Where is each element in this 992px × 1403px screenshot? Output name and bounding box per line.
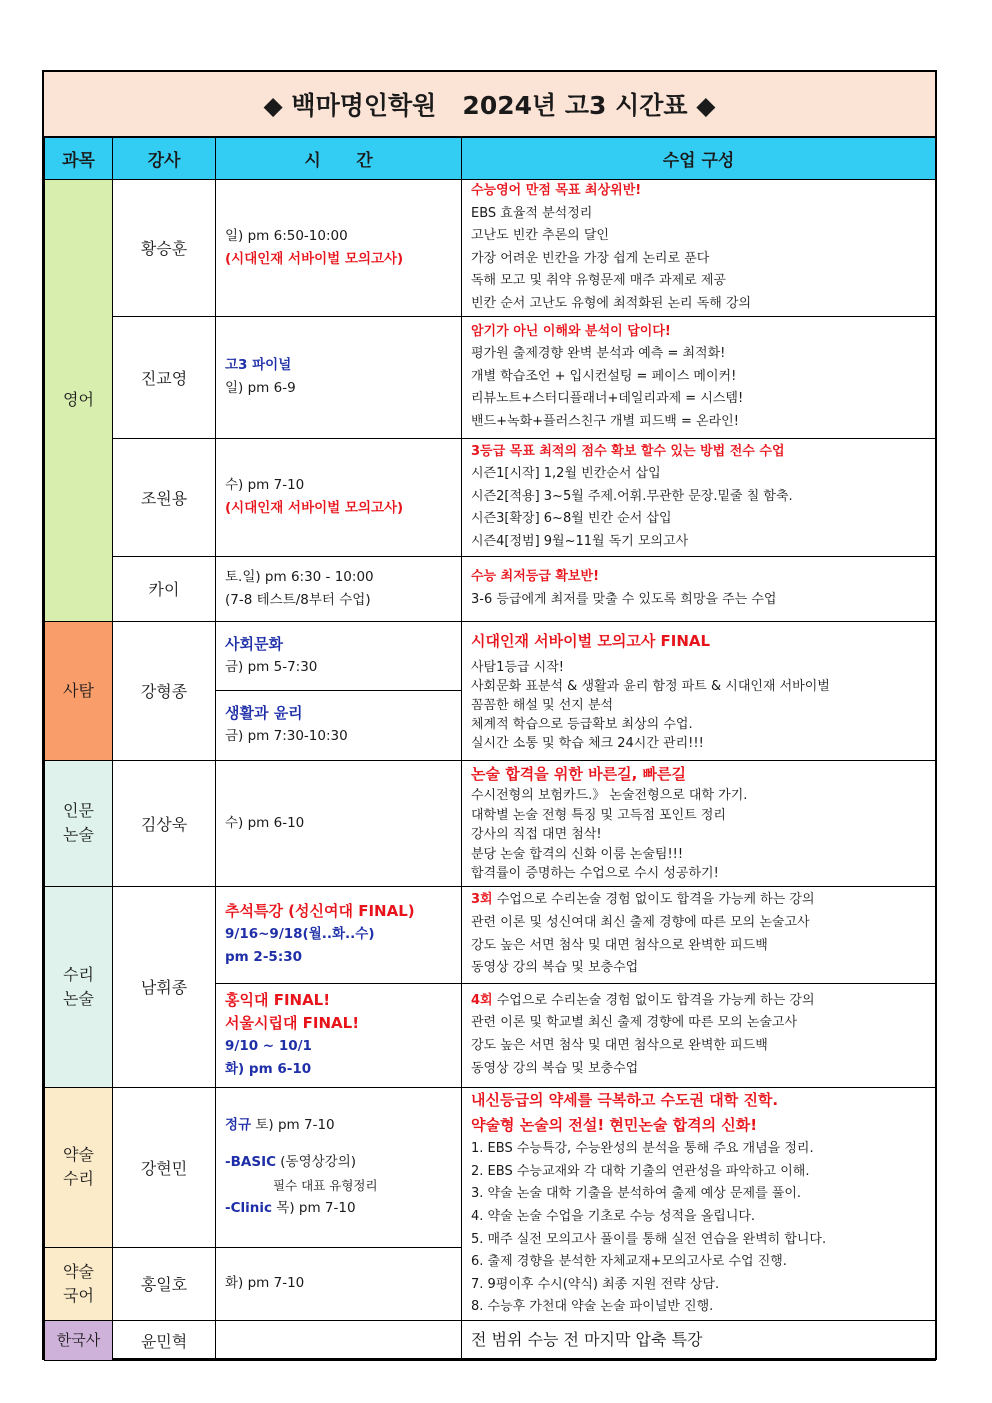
table-row	[45, 316, 936, 438]
class-time: 토.일) pm 6:30 - 10:00 (7-8 테스트/8부터 수업)	[216, 556, 462, 621]
table-row	[45, 180, 936, 317]
class-description: 3회 수업으로 수리논술 경험 없이도 합격을 가능케 하는 강의 관련 이론 및 성신여대 최신 출제 경향에 따른 모의 논술고사 강도 높은 서면 첨삭 및 대면 첨삭으로 완벽한 피드백 동영상 강의 복습 및 보충수업	[462, 886, 936, 983]
timetable-sheet	[42, 70, 937, 1360]
teacher-name: 남휘종	[113, 886, 216, 1087]
class-time: 고3 파이널 일) pm 6-9	[216, 316, 462, 438]
class-description: 수능영어 만점 목표 최상위반! EBS 효율적 분석정리 고난도 빈칸 추론의 달인 가장 어려운 빈칸을 가장 쉽게 논리로 푼다 독해 모고 및 취약 유형문제 매주 과제로 제공 빈칸 순서 고난도 유형에 최적화된 논리 독해 강의	[462, 180, 936, 317]
table-row	[45, 886, 936, 983]
class-description: 시대인재 서바이벌 모의고사 FINAL 사탐1등급 시작! 사회문화 표분석 & 생활과 윤리 함정 파트 & 시대인재 서바이벌 꼼꼼한 해설 및 선지 분석 체계적 학습으로 등급확보 최상의 수업. 실시간 소통 및 학습 체크 24시간 관리!!!	[462, 621, 936, 760]
header-content: 수업 구성	[462, 138, 936, 180]
teacher-name: 카이	[113, 556, 216, 621]
table-row	[45, 1087, 936, 1247]
subject-social: 사탐	[45, 621, 113, 760]
teacher-name: 황승훈	[113, 180, 216, 317]
subject-math-essay: 수리 논술	[45, 886, 113, 1087]
class-time: 홍익대 FINAL! 서울시립대 FINAL! 9/10 ~ 10/1 화) pm 6-10	[216, 983, 462, 1087]
subject-yaksul-math: 약술 수리	[45, 1087, 113, 1247]
page-title: ◆ 백마명인학원 2024년 고3 시간표 ◆	[44, 72, 935, 137]
table-row	[45, 760, 936, 886]
teacher-name: 윤민혁	[113, 1320, 216, 1360]
subject-english: 영어	[45, 180, 113, 622]
table-row	[45, 438, 936, 556]
subject-yaksul-korean: 약술 국어	[45, 1247, 113, 1320]
subject-korean-history: 한국사	[45, 1320, 113, 1360]
teacher-name: 홍일호	[113, 1247, 216, 1320]
class-time: 생활과 윤리 금) pm 7:30-10:30	[216, 690, 462, 760]
class-time: 수) pm 7-10 (시대인재 서바이벌 모의고사)	[216, 438, 462, 556]
class-time: 정규 토) pm 7-10 -BASIC (동영상강의) 필수 대표 유형정리 -Clinic 목) pm 7-10	[216, 1087, 462, 1247]
header-subject: 과목	[45, 138, 113, 180]
class-time: 일) pm 6:50-10:00 (시대인재 서바이벌 모의고사)	[216, 180, 462, 317]
class-description: 논술 합격을 위한 바른길, 빠른길 수시전형의 보험카드.》 논술전형으로 대학 가기. 대학별 논술 전형 특징 및 고득점 포인트 정리 강사의 직접 대면 첨삭! 분당 논술 합격의 신화 이룸 논술팀!!! 합격률이 증명하는 수업으로 수시 성공하기!	[462, 760, 936, 886]
teacher-name: 강형종	[113, 621, 216, 760]
table-row	[45, 1320, 936, 1360]
teacher-name: 조원용	[113, 438, 216, 556]
class-description: 수능 최저등급 확보반! 3-6 등급에게 최저를 맞출 수 있도록 희망을 주는 수업	[462, 556, 936, 621]
teacher-name: 진교영	[113, 316, 216, 438]
subject-humanities-essay: 인문 논술	[45, 760, 113, 886]
table-row	[45, 621, 936, 690]
class-time: 화) pm 7-10	[216, 1247, 462, 1320]
class-time: 수) pm 6-10	[216, 760, 462, 886]
class-description: 3등급 목표 최적의 점수 확보 할수 있는 방법 전수 수업 시즌1[시작] 1,2월 빈칸순서 삽입 시즌2[적용] 3~5월 주제.어휘.무관한 문장.밑줄 칠 함축. 시즌3[확장] 6~8월 빈칸 순서 삽입 시즌4[정범] 9월~11월 독기 모의고사	[462, 438, 936, 556]
timetable	[44, 137, 936, 1361]
teacher-name: 김상욱	[113, 760, 216, 886]
class-time: 사회문화 금) pm 5-7:30	[216, 621, 462, 690]
header-time: 시 간	[216, 138, 462, 180]
header-teacher: 강사	[113, 138, 216, 180]
class-description: 4회 수업으로 수리논술 경험 없이도 합격을 가능케 하는 강의 관련 이론 및 학교별 최신 출제 경향에 따른 모의 논술고사 강도 높은 서면 첨삭 및 대면 첨삭으로 완벽한 피드백 동영상 강의 복습 및 보충수업	[462, 983, 936, 1087]
header-row	[45, 138, 936, 180]
class-description: 내신등급의 약세를 극복하고 수도권 대학 진학. 약술형 논술의 전설! 현민논술 합격의 신화! 1. EBS 수능특강, 수능완성의 분석을 통해 주요 개념을 정리. 2. EBS 수능교재와 각 대학 기출의 연관성을 파악하고 이해. 3. 약술 논술 대학 기출을 분석하여 출제 예상 문제를 풀이. 4. 약술 논술 수업을 기초로 수능 성적을 올립니다. 5. 매주 실전 모의고사 풀이를 통해 실전 연습을 완벽히 합니다. 6. 출제 경향을 분석한 자체교재+모의고사로 수업 진행. 7. 9평이후 수시(약식) 최종 지원 전략 상담. 8. 수능후 가천대 약술 논술 파이널반 진행.	[462, 1087, 936, 1320]
table-row	[45, 556, 936, 621]
teacher-name: 강현민	[113, 1087, 216, 1247]
class-time: 추석특강 (성신여대 FINAL) 9/16~9/18(월..화..수) pm 2-5:30	[216, 886, 462, 983]
class-time	[216, 1320, 462, 1360]
class-description: 암기가 아닌 이해와 분석이 답이다! 평가원 출제경향 완벽 분석과 예측 = 최적화! 개별 학습조언 + 입시컨설팅 = 페이스 메이커! 리뷰노트+스터디플래너+데일리과제 = 시스템! 밴드+녹화+플러스친구 개별 피드백 = 온라인!	[462, 316, 936, 438]
class-description: 전 범위 수능 전 마지막 압축 특강	[462, 1320, 936, 1360]
